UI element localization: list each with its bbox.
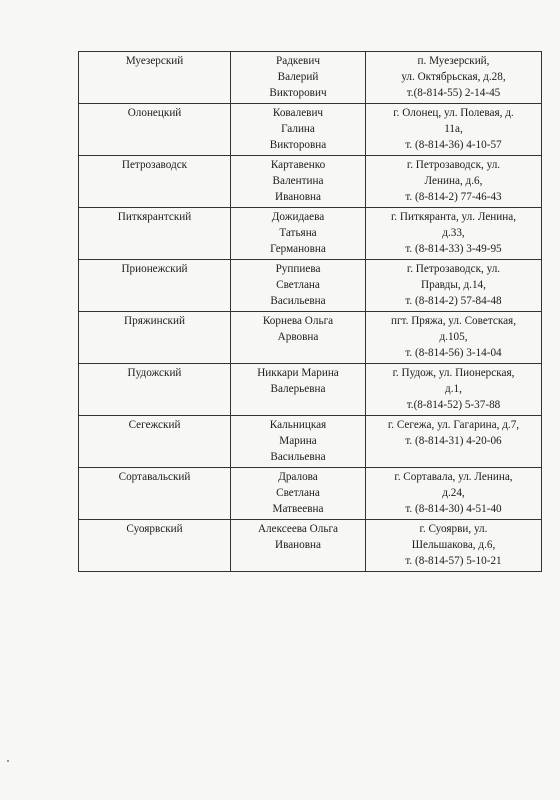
table-row [79, 260, 542, 312]
person-cell [231, 312, 366, 364]
address-line: г. Пудож, ул. Пионерская, [392, 367, 515, 379]
person-name-line: Алексеева Ольга [257, 523, 339, 535]
address-line: п. Муезерский, [417, 55, 490, 67]
table-row [79, 520, 542, 572]
person-name-line: Матвеевна [272, 503, 324, 515]
address-line: т. (8-814-30) 4-51-40 [405, 503, 502, 515]
person-name-line: Картавенко [270, 159, 326, 171]
person-name-line: Ковалевич [272, 107, 324, 119]
address-line: т. (8-814-33) 3-49-95 [405, 243, 502, 255]
address-line: д.33, [442, 227, 465, 239]
table-body [79, 52, 542, 572]
person-cell [231, 208, 366, 260]
address-cell [366, 468, 542, 520]
person-cell [231, 416, 366, 468]
person-name-line: Валерьевна [270, 383, 326, 395]
address-line: г. Сегежа, ул. Гагарина, д.7, [387, 419, 520, 431]
address-line: д.105, [439, 331, 468, 343]
person-name-line: Марина [279, 435, 317, 447]
person-name-line: Викторовна [269, 139, 327, 151]
district-cell [79, 312, 231, 364]
person-name-line: Валентина [272, 175, 324, 187]
district-name: Прионежский [121, 263, 188, 275]
address-line: г. Петрозаводск, ул. [406, 159, 501, 171]
district-cell [79, 156, 231, 208]
address-line: г. Суоярви, ул. [419, 523, 488, 535]
address-cell [366, 52, 542, 104]
address-line: т. (8-814-31) 4-20-06 [405, 435, 502, 447]
table-row [79, 104, 542, 156]
district-cell [79, 104, 231, 156]
address-cell [366, 520, 542, 572]
address-line: д.1, [445, 383, 462, 395]
person-name-line: Татьяна [279, 227, 317, 239]
address-line: т. (8-814-57) 5-10-21 [405, 555, 502, 567]
district-cell [79, 416, 231, 468]
person-cell [231, 260, 366, 312]
address-line: г. Петрозаводск, ул. [406, 263, 501, 275]
person-name-line: Арвовна [277, 331, 319, 343]
address-line: д.24, [442, 487, 465, 499]
scan-speck [7, 760, 9, 762]
district-name: Петрозаводск [121, 159, 188, 171]
address-line: Правды, д.14, [421, 279, 486, 291]
address-line: г. Питкяранта, ул. Ленина, [390, 211, 517, 223]
address-cell [366, 312, 542, 364]
district-name: Сортавальский [118, 471, 191, 483]
district-name: Олонецкий [127, 107, 182, 119]
address-cell [366, 104, 542, 156]
address-line: т. (8-814-2) 57-84-48 [405, 295, 502, 307]
person-name-line: Радкевич [276, 55, 320, 67]
table-row [79, 156, 542, 208]
district-name: Сегежский [128, 419, 181, 431]
person-name-line: Галина [281, 123, 315, 135]
address-line: пгт. Пряжа, ул. Советская, [390, 315, 516, 327]
district-cell [79, 520, 231, 572]
address-line: т.(8-814-55) 2-14-45 [406, 87, 501, 99]
person-name-line: Викторович [269, 87, 327, 99]
district-name: Муезерский [125, 55, 184, 67]
address-cell [366, 416, 542, 468]
district-name: Пудожский [127, 367, 182, 379]
address-line: Ленина, д.6, [424, 175, 483, 187]
person-name-line: Никкари Марина [257, 367, 339, 379]
address-line: т.(8-814-52) 5-37-88 [406, 399, 501, 411]
address-cell [366, 364, 542, 416]
person-name-line: Валерий [277, 71, 319, 83]
person-name-line: Васильевна [270, 451, 326, 463]
address-cell [366, 208, 542, 260]
address-line: т. (8-814-2) 77-46-43 [405, 191, 502, 203]
address-line: г. Олонец, ул. Полевая, д. [393, 107, 514, 119]
person-name-line: Дожидаева [271, 211, 325, 223]
district-cell [79, 364, 231, 416]
table-row [79, 208, 542, 260]
district-name: Пряжинский [124, 315, 185, 327]
person-name-line: Светлана [276, 279, 320, 291]
district-cell [79, 208, 231, 260]
address-line: Шельшакова, д.6, [411, 539, 496, 551]
table-row [79, 312, 542, 364]
person-cell [231, 468, 366, 520]
person-name-line: Корнева Ольга [262, 315, 334, 327]
person-name-line: Ивановна [275, 191, 321, 203]
table-row [79, 468, 542, 520]
person-name-line: Светлана [276, 487, 320, 499]
person-name-line: Руппиева [275, 263, 321, 275]
person-cell [231, 520, 366, 572]
person-name-line: Дралова [278, 471, 318, 483]
address-line: т. (8-814-56) 3-14-04 [405, 347, 502, 359]
district-name: Питкярантский [117, 211, 192, 223]
person-name-line: Кальницкая [269, 419, 327, 431]
district-name: Суоярвский [126, 523, 183, 535]
person-name-line: Васильевна [270, 295, 326, 307]
address-line: ул. Октябрьская, д.28, [401, 71, 506, 83]
district-cell [79, 52, 231, 104]
address-line: 11а, [444, 123, 463, 135]
person-cell [231, 104, 366, 156]
table-row [79, 364, 542, 416]
table-row [79, 52, 542, 104]
person-name-line: Ивановна [275, 539, 321, 551]
address-cell [366, 156, 542, 208]
address-cell [366, 260, 542, 312]
address-line: т. (8-814-36) 4-10-57 [405, 139, 502, 151]
contacts-table [78, 51, 542, 572]
person-cell [231, 364, 366, 416]
person-cell [231, 156, 366, 208]
person-name-line: Германовна [270, 243, 326, 255]
district-cell [79, 260, 231, 312]
address-line: г. Сортавала, ул. Ленина, [394, 471, 513, 483]
person-cell [231, 52, 366, 104]
district-cell [79, 468, 231, 520]
table-row [79, 416, 542, 468]
